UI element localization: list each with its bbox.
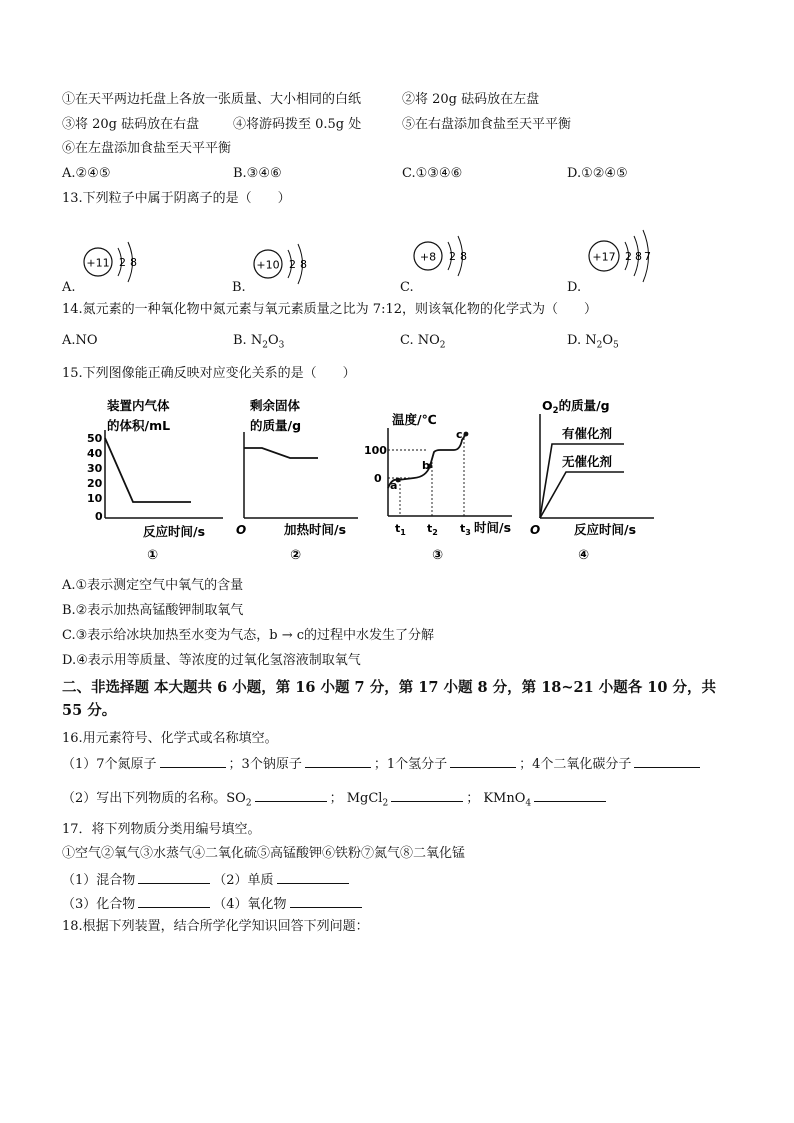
atom-d-svg (566, 214, 696, 286)
graph-2-svg (232, 394, 362, 566)
graph-3-tick-t1: $t_1$ (395, 522, 406, 537)
atom-diagram-d (566, 214, 696, 286)
shell-electrons: 8 (460, 250, 467, 263)
graph-3-tick-t3: $t_3$ (460, 522, 471, 537)
answer-blank[interactable] (138, 895, 210, 908)
atom-c-svg (398, 216, 518, 288)
graph-3-label-a: a (390, 479, 398, 492)
graph-3-y0: 0 (374, 472, 382, 485)
graph-1-ylabel-2: 的体积/mL (107, 418, 171, 433)
graph-1-ytick: 0 (95, 510, 103, 523)
q12-option-c: C.①③④⑥ (402, 166, 463, 181)
atom-a-svg (62, 222, 182, 294)
atom-diagram-b (232, 222, 352, 294)
graph-4-label-catalyst: 有催化剂 (562, 426, 613, 441)
q16-part1: （1）7个氮原子 ；3个钠原子 ；1个氢分子 ；4个二氧化碳分子 (62, 755, 703, 773)
graph-3 (364, 394, 518, 566)
q17-row1: （1）混合物 （2）单质 (62, 871, 352, 889)
q12-line1b: ②将 20g 砝码放在左盘 (402, 92, 540, 107)
shell-electrons: 2 (289, 258, 296, 271)
graph-1-curve (105, 438, 191, 502)
q12-line3: ⑥在左盘添加食盐至天平平衡 (62, 141, 232, 156)
q13-label-a: A. (62, 280, 76, 295)
atom-diagram-a (62, 222, 182, 294)
section-2-heading-line2: 55 分。 (62, 702, 117, 719)
graph-2-ylabel-1: 剩余固体 (250, 398, 301, 413)
q18-stem: 18.根据下列装置，结合所学化学知识回答下列问题： (62, 919, 369, 934)
graph-2-curve (244, 448, 318, 458)
q12-option-b: B.③④⑥ (233, 166, 282, 181)
nucleus-charge: +8 (419, 250, 437, 264)
q17-items: ①空气②氧气③水蒸气④二氧化硫⑤高锰酸钾⑥铁粉⑦氮气⑧二氧化锰 (62, 846, 466, 861)
q14-option-b: B. $N_2O_3$ (233, 333, 285, 351)
graph-3-ylabel: 温度/℃ (392, 412, 437, 427)
graph-2-origin: O (236, 523, 247, 537)
graph-3-label-c: c (456, 428, 463, 441)
q12-line2c: ⑤在右盘添加食盐至天平平衡 (402, 117, 572, 132)
q14-option-d: D. $N_2O_5$ (567, 333, 619, 351)
answer-blank[interactable] (534, 789, 606, 802)
q12-option-a: A.②④⑤ (62, 166, 111, 181)
answer-blank[interactable] (450, 755, 516, 768)
atom-b-svg (232, 222, 352, 294)
graph-3-y100: 100 (364, 444, 387, 457)
graph-3-xlabel: 时间/s (474, 520, 512, 535)
graph-1-ytick: 20 (87, 477, 103, 490)
q14-option-a: A.NO (62, 333, 98, 348)
graph-2-ylabel-2: 的质量/g (250, 418, 302, 433)
graph-4 (528, 394, 658, 566)
graph-3-number: ③ (432, 548, 444, 563)
answer-blank[interactable] (160, 755, 226, 768)
q15-option-c: C.③表示给冰块加热至水变为气态，b → c的过程中水发生了分解 (62, 628, 435, 643)
graph-2-number: ② (290, 548, 302, 563)
q17-stem: 17．将下列物质分类用编号填空。 (62, 822, 261, 837)
graph-1-ytick: 50 (87, 432, 103, 445)
q13-stem: 13.下列粒子中属于阴离子的是（ ） (62, 191, 291, 206)
nucleus-charge: +11 (86, 256, 110, 270)
graph-4-label-no-catalyst: 无催化剂 (562, 454, 613, 469)
shell-electrons: 7 (644, 250, 651, 263)
nucleus-charge: +17 (592, 250, 616, 264)
shell-electrons: 8 (635, 250, 642, 263)
graph-2 (232, 394, 362, 566)
graph-4-svg (528, 394, 658, 566)
q15-option-b: B.②表示加热高锰酸钾制取氧气 (62, 603, 244, 618)
q14-stem: 14.氮元素的一种氧化物中氮元素与氧元素质量之比为 7:12，则该氧化物的化学式为（ ） (62, 302, 598, 317)
shell-electrons: 2 (625, 250, 632, 263)
q15-option-a: A.①表示测定空气中氧气的含量 (62, 578, 244, 593)
q17-row2: （3）化合物 （4）氧化物 (62, 895, 365, 913)
section-2-heading-line1: 二、非选择题 本大题共 6 小题，第 16 小题 7 分，第 17 小题 8 分，第 18~21 小题各 10 分，共 (62, 679, 717, 696)
q13-label-b: B. (232, 280, 246, 295)
graph-1-ylabel-1: 装置内气体 (107, 398, 170, 413)
answer-blank[interactable] (391, 789, 463, 802)
graph-1-number: ① (147, 548, 159, 563)
answer-blank[interactable] (138, 871, 210, 884)
graph-3-svg (364, 394, 518, 566)
graph-1-ytick: 40 (87, 447, 103, 460)
answer-blank[interactable] (634, 755, 700, 768)
q16-part2: （2）写出下列物质的名称。$SO_2$ ； MgCl$_2$ ； KMnO$_4$ (62, 789, 609, 807)
graph-4-xlabel: 反应时间/s (574, 522, 637, 537)
q15-stem: 15.下列图像能正确反映对应变化关系的是（ ） (62, 366, 356, 381)
graph-3-point-c (464, 432, 469, 437)
graph-2-xlabel: 加热时间/s (284, 522, 347, 537)
q12-line1a: ①在天平两边托盘上各放一张质量、大小相同的白纸 (62, 92, 362, 107)
graph-4-origin: O (530, 523, 541, 537)
atom-diagram-c (398, 216, 518, 288)
graph-1-ytick: 30 (87, 462, 103, 475)
shell-electrons: 8 (130, 256, 137, 269)
graph-1-ytick: 10 (87, 492, 103, 505)
q12-line2a: ③将 20g 砝码放在右盘 (62, 117, 200, 132)
shell-electrons: 2 (119, 256, 126, 269)
answer-blank[interactable] (305, 755, 371, 768)
graph-3-tick-t2: $t_2$ (427, 522, 438, 537)
graph-3-label-b: b (422, 459, 430, 472)
shell-electrons: 2 (449, 250, 456, 263)
graph-4-ylabel: $O_2$的质量/g (542, 398, 610, 416)
answer-blank[interactable] (277, 871, 349, 884)
graph-1 (85, 394, 225, 566)
graph-4-number: ④ (578, 548, 590, 563)
graph-1-svg (85, 394, 225, 566)
q16-stem: 16.用元素符号、化学式或名称填空。 (62, 731, 278, 746)
shell-electrons: 8 (300, 258, 307, 271)
q12-option-d: D.①②④⑤ (567, 166, 628, 181)
q13-label-c: C. (400, 280, 414, 295)
graph-4-curve-no-catalyst (540, 472, 624, 518)
q13-label-d: D. (567, 280, 582, 295)
answer-blank[interactable] (255, 789, 327, 802)
q12-line2b: ④将游码拨至 0.5g 处 (233, 117, 362, 132)
nucleus-charge: +10 (256, 258, 280, 272)
answer-blank[interactable] (290, 895, 362, 908)
graph-1-xlabel: 反应时间/s (143, 524, 206, 539)
q14-option-c: C. $NO_2$ (400, 333, 446, 351)
q15-option-d: D.④表示用等质量、等浓度的过氧化氢溶液制取氧气 (62, 653, 361, 668)
